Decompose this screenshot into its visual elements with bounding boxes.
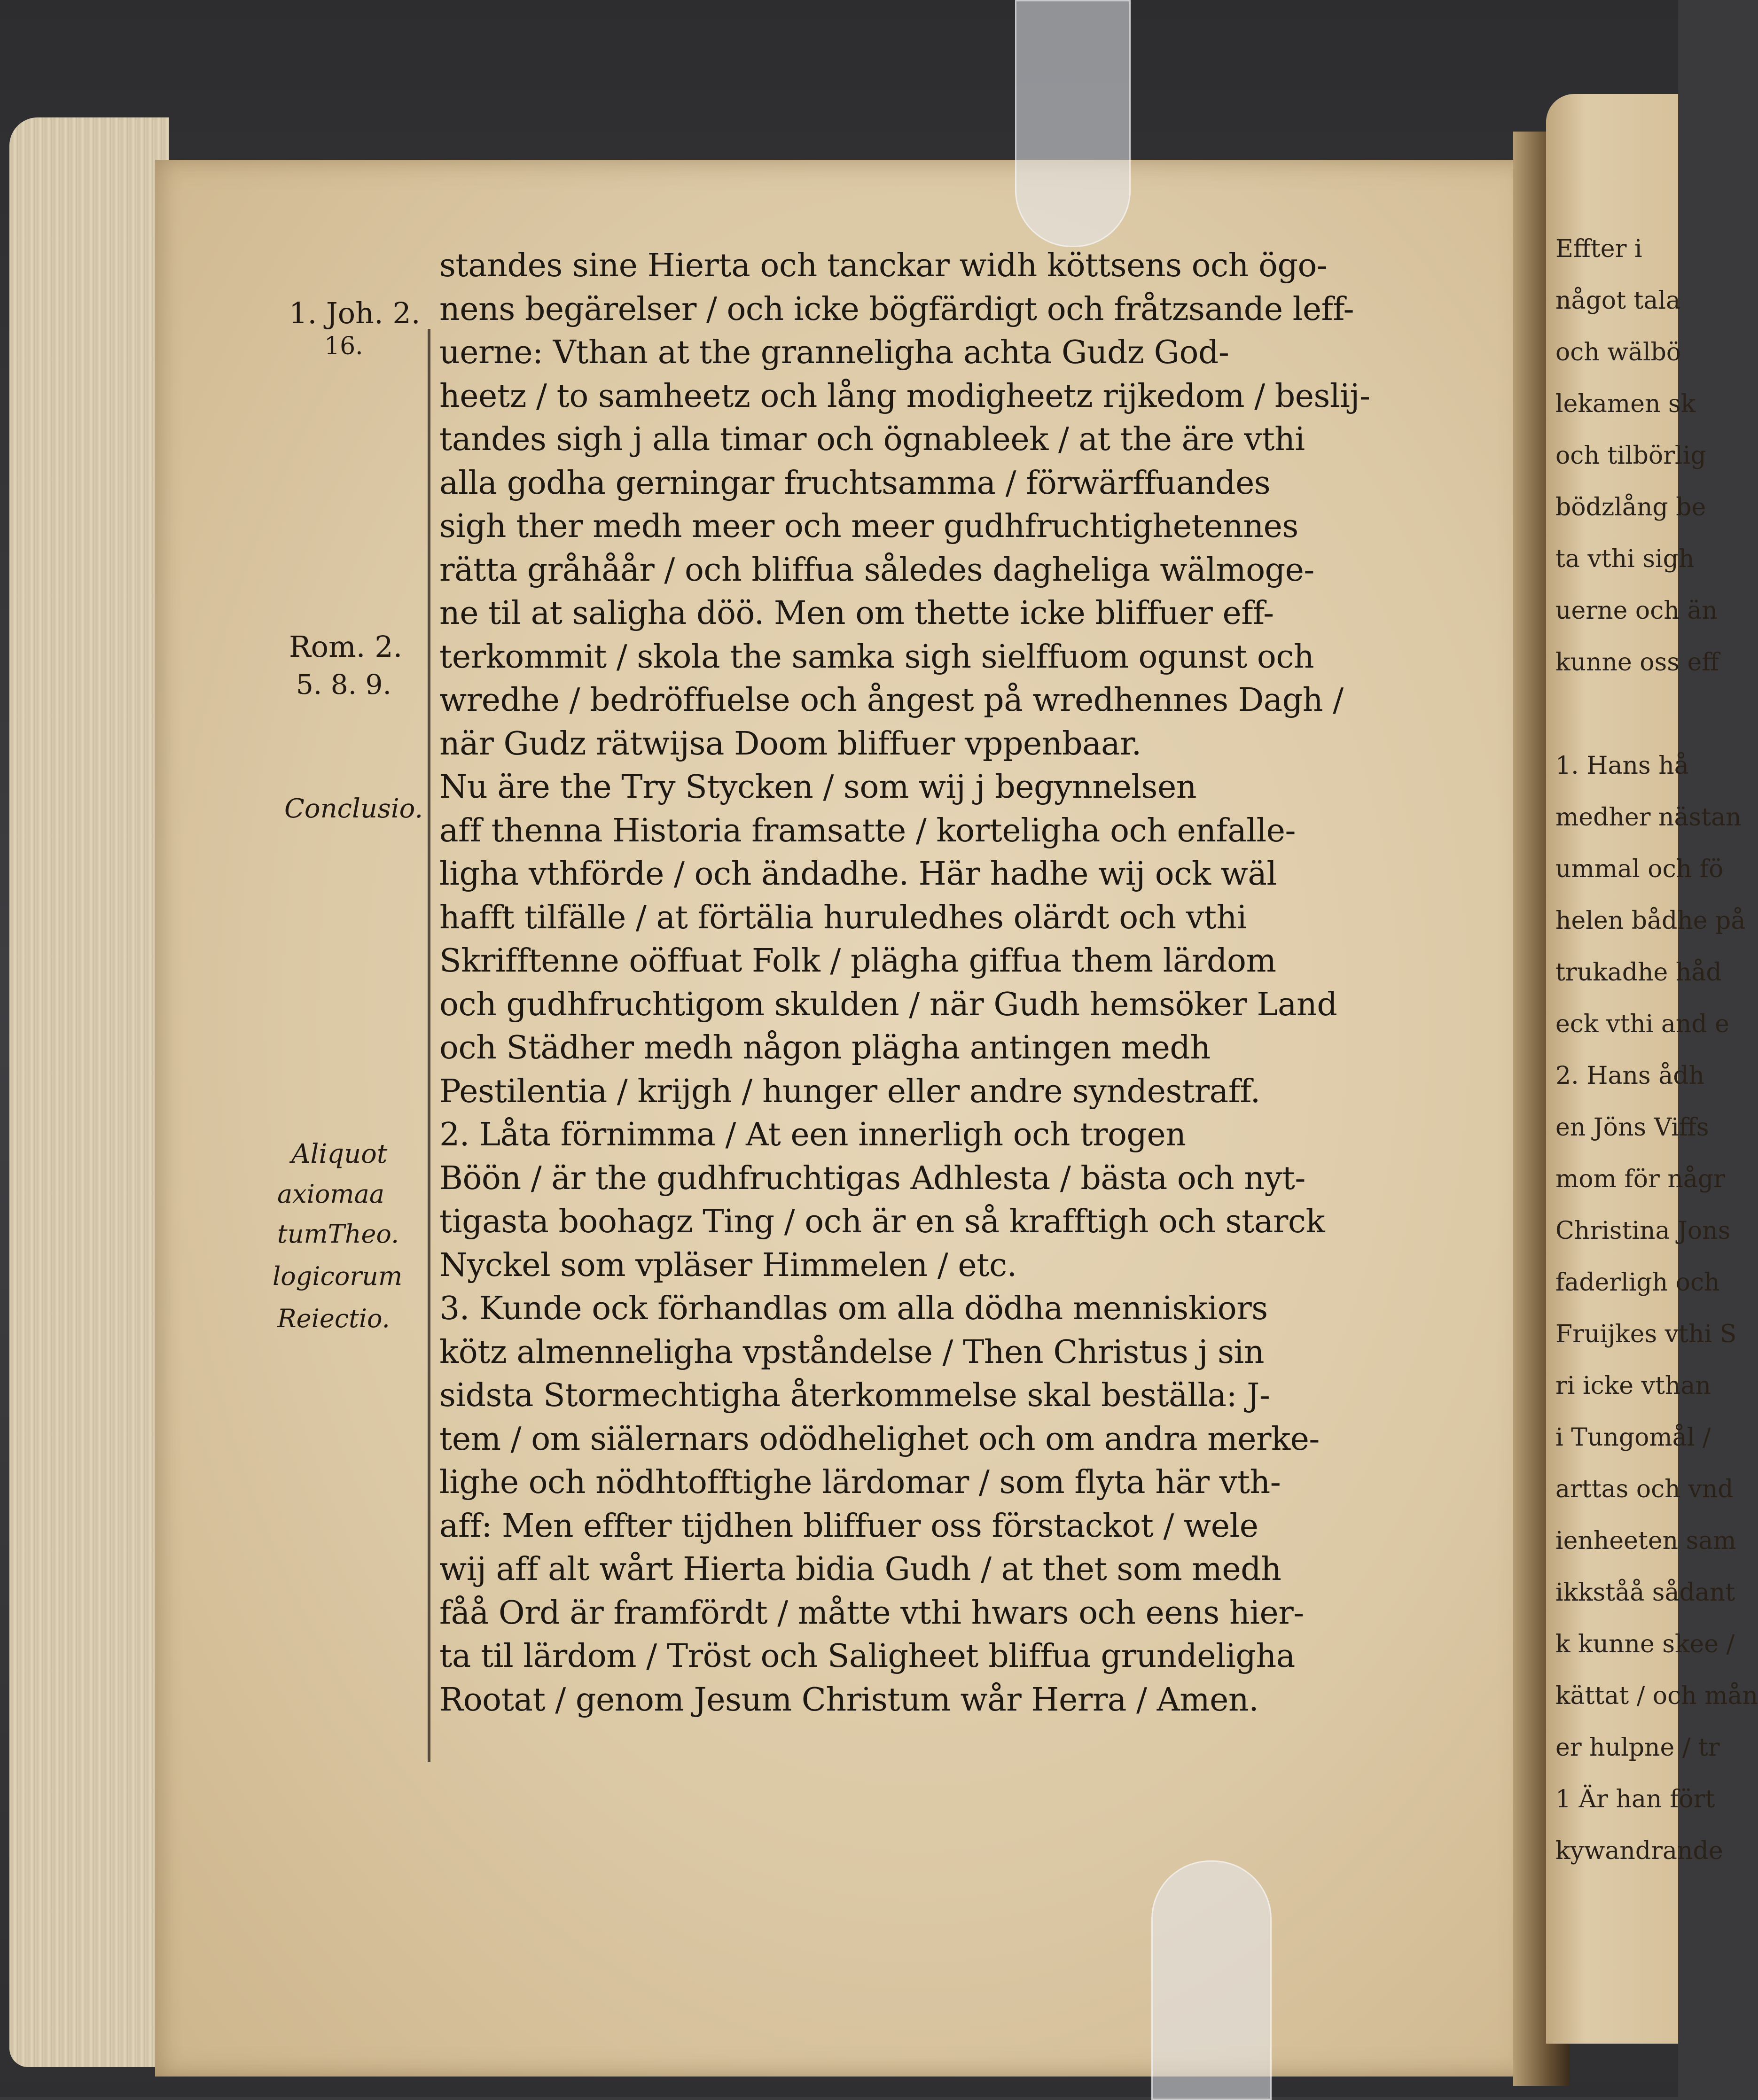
text-line: lighe och nödhtofftighe lärdomar / som flyta här vth- xyxy=(439,1464,1281,1501)
text-line: sidsta Stormechtigha återkommelse skal beställa: J- xyxy=(439,1377,1270,1414)
text-line: tigasta boohagz Ting / och är en så krafftigh och starck xyxy=(439,1203,1325,1240)
text-line: aff thenna Historia framsatte / korteligha och enfalle- xyxy=(439,812,1296,849)
text-line: Pestilentia / krijgh / hunger eller andre syndestraff. xyxy=(439,1073,1260,1110)
text-line: Rootat / genom Jesum Christum wår Herra / Amen. xyxy=(439,1681,1259,1719)
text-line: ta til lärdom / Tröst och Saligheet bliffua grundeligha xyxy=(439,1638,1295,1675)
right-page-line: Christina Jons xyxy=(1555,1217,1731,1245)
right-page-line: 1 Är han fört xyxy=(1555,1785,1715,1813)
text-line: tem / om siälernars odödhelighet och om andra merke- xyxy=(439,1420,1320,1458)
margin-aliquot-4: logicorum xyxy=(273,1261,403,1291)
text-line: ne til at saligha döö. Men om thette icke bliffuer eff- xyxy=(439,595,1274,632)
text-line: 3. Kunde ock förhandlas om alla dödha menniskiors xyxy=(439,1290,1268,1327)
right-page-line: medher nästan xyxy=(1555,803,1742,832)
page-clip-bottom xyxy=(1151,1860,1272,2100)
text-line: Nu äre the Try Stycken / som wij j begynnelsen xyxy=(439,769,1196,806)
main-text-block xyxy=(439,244,1445,1722)
text-line: och gudhfruchtigom skulden / när Gudh hemsöker Land xyxy=(439,986,1337,1023)
text-line: uerne: Vthan at the granneligha achta Gudz God- xyxy=(439,334,1229,371)
text-line: hafft tilfälle / at förtälia huruledhes olärdt och vthi xyxy=(439,899,1247,936)
text-line: Skrifftenne oöffuat Folk / plägha giffua them lärdom xyxy=(439,942,1276,980)
text-line: 2. Låta förnimma / At een innerligh och trogen xyxy=(439,1116,1186,1153)
text-line: tandes sigh j alla timar och ögnableek / at the äre vthi xyxy=(439,421,1305,458)
right-page-line: eck vthi and e xyxy=(1555,1010,1729,1038)
right-page-line: 2. Hans ådh xyxy=(1555,1062,1704,1090)
margin-aliquot-2: axiomaa xyxy=(277,1179,385,1209)
right-page-line: Effter i xyxy=(1555,235,1642,263)
page-edges xyxy=(9,117,169,2067)
right-page-line: ummal och fö xyxy=(1555,855,1724,883)
text-line: kötz almenneligha vpståndelse / Then Christus j sin xyxy=(439,1333,1265,1371)
right-page-line: och wälbö xyxy=(1555,338,1681,366)
margin-ref-rom-verse: 5. 8. 9. xyxy=(296,669,391,700)
margin-aliquot-5: Reiectio. xyxy=(277,1304,390,1333)
margin-ref-john-verse: 16. xyxy=(324,332,363,360)
text-line: terkommit / skola the samka sigh sielffuom ogunst och xyxy=(439,638,1314,676)
right-page-line: helen bådhe på xyxy=(1555,907,1746,935)
right-page-line: bödzlång be xyxy=(1555,493,1706,521)
right-page-line: kättat / och mån xyxy=(1555,1682,1758,1710)
text-line: heetz / to samheetz och lång modigheetz rijkedom / beslij- xyxy=(439,377,1370,415)
text-line: alla godha gerningar fruchtsamma / förwärffuandes xyxy=(439,464,1271,502)
margin-aliquot-1: Aliquot xyxy=(291,1139,388,1169)
right-page-line: faderligh och xyxy=(1555,1268,1720,1297)
margin-aliquot-3: tumTheo. xyxy=(277,1219,399,1249)
text-line: ligha vthförde / och ändadhe. Här hadhe wij ock wäl xyxy=(439,856,1277,893)
margin-ref-john: 1. Joh. 2. xyxy=(289,296,421,330)
right-page-line: i Tungomål / xyxy=(1555,1423,1711,1452)
text-line: fåå Ord är framfördt / måtte vthi hwars och eens hier- xyxy=(439,1594,1304,1632)
right-page-line: trukadhe håd xyxy=(1555,958,1722,987)
right-page xyxy=(1546,94,1758,2044)
margin-ref-rom: Rom. 2. xyxy=(289,630,403,664)
text-line: nens begärelser / och icke bögfärdigt och fråtzsande leff- xyxy=(439,290,1354,328)
text-line: aff: Men effter tijdhen bliffuer oss förstackot / wele xyxy=(439,1507,1258,1545)
right-page-line: och tilbörlig xyxy=(1555,442,1706,470)
right-page-line: ri icke vthan xyxy=(1555,1372,1711,1400)
text-line: rätta gråhåår / och bliffua således dagheliga wälmoge- xyxy=(439,551,1314,589)
right-page-line: något tala xyxy=(1555,287,1681,315)
margin-rule xyxy=(428,329,430,1762)
right-page-line: 1. Hans hå xyxy=(1555,752,1689,780)
text-line: när Gudz rätwijsa Doom bliffuer vppenbaar. xyxy=(439,725,1141,762)
text-line: Böön / är the gudhfruchtigas Adhlesta / bästa och nyt- xyxy=(439,1159,1305,1197)
right-page-line: kywandrande xyxy=(1555,1837,1723,1865)
right-page-line: k kunne skee / xyxy=(1555,1630,1735,1658)
right-page-line: ta vthi sigh xyxy=(1555,545,1695,573)
right-page-line: lekamen sk xyxy=(1555,390,1696,418)
right-page-line: mom för någr xyxy=(1555,1165,1726,1193)
text-line: och Städher medh någon plägha antingen medh xyxy=(439,1029,1211,1066)
page-clip-top xyxy=(1015,0,1131,247)
right-page-line: ikkståå sådant xyxy=(1555,1579,1735,1607)
text-line: sigh ther medh meer och meer gudhfruchtighetennes xyxy=(439,508,1298,545)
right-page-line: er hulpne / tr xyxy=(1555,1734,1720,1762)
text-line: wredhe / bedröffuelse och ångest på wredhennes Dagh / xyxy=(439,682,1344,719)
right-page-line: arttas och vnd xyxy=(1555,1475,1734,1503)
right-page-line: en Jöns Viffs xyxy=(1555,1113,1709,1142)
right-page-line: ienheeten sam xyxy=(1555,1527,1736,1555)
text-line: Nyckel som vpläser Himmelen / etc. xyxy=(439,1246,1017,1284)
text-line: standes sine Hierta och tanckar widh köttsens och ögo- xyxy=(439,247,1328,284)
margin-conclusio: Conclusio. xyxy=(284,793,423,824)
right-page-line: Fruijkes vthi S xyxy=(1555,1320,1737,1348)
right-page-line: kunne oss eff xyxy=(1555,648,1719,677)
right-page-line: uerne och än xyxy=(1555,597,1718,625)
text-line: wij aff alt wårt Hierta bidia Gudh / at thet som medh xyxy=(439,1551,1281,1588)
